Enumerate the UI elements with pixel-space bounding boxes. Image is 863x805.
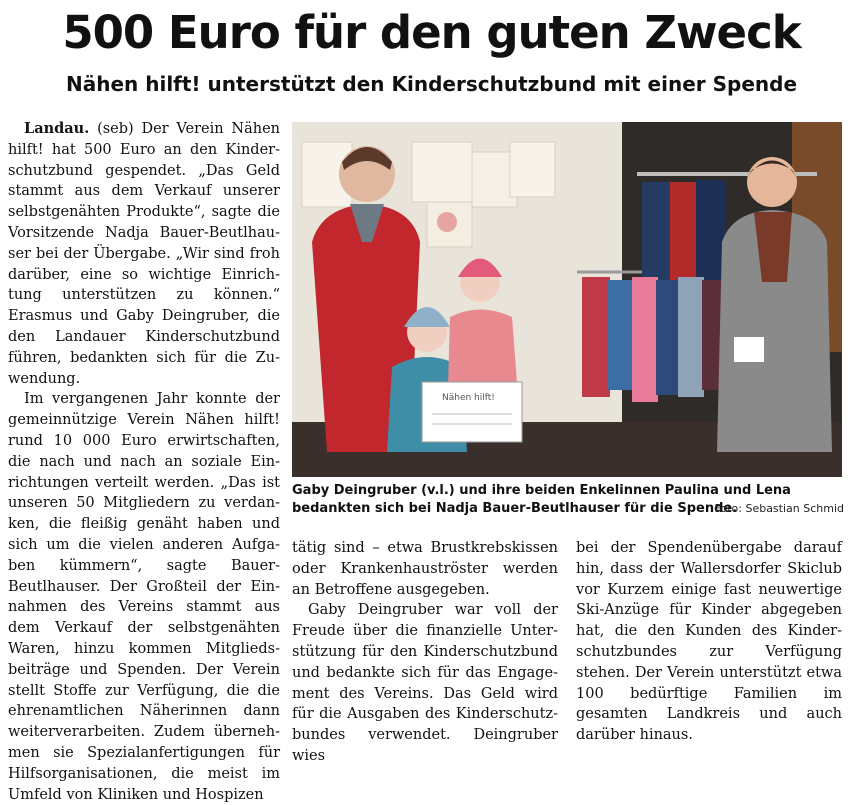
dateline: Landau. (24, 120, 90, 137)
article-paragraph: bei der Spendenübergabe darauf hin, dass der Wallersdorfer Skiclub vor Kurzem einige fast neuwertige Ski-Anzüge für Kinder abgegeben hat, die den Kunden des Kinderschutzbundes zur Verfügung stehen. Der Verein unterstützt etwa 100 bedürftige Familien im gesamten Landkreis und auch darüber hinaus. (576, 540, 842, 744)
article-paragraph: Im vergangenen Jahr konnte der gemeinnützige Verein Nähen hilft! rund 10 000 Euro erwirtschaften, die nach und nach an soziale Einrichtungen verteilt werden. „Das ist unseren 50 Mitgliedern zu verdanken, die fleißig genäht haben und sich um die vielen anderen Aufgaben kümmern“, sagte Bauer-Beutlhauser. Der Großteil der Einnahmen des Vereins stammt aus dem Verkauf der selbstgenähten Waren, hinzu kommen Mitgliedsbeiträge und Spenden. Der Verein stellt Stoffe zur Verfügung, die die ehrenamtlichen Näherinnen dann weiterverarbeiten. Zudem übernehmen sie Spezialanfertigungen für Hilfsorganisationen, die meist im Umfeld von Kliniken und Hospizen (8, 391, 280, 803)
paragraph-text: (seb) Der Verein Nähen hilft! hat 500 Euro an den Kinderschutzbund gespendet. „Das Geld stammt aus dem Verkauf unserer selbstgenähten Produkte“, sagte die Vorsitzende Nadja Bauer-Beutlhauser bei der Übergabe. „Wir sind froh darüber, eine so wichtige Einrichtung unterstützen zu können.“ Erasmus und Gaby Deingruber, die den Landauer Kinderschutzbund führen, bedankten sich für die Zuwendung. (8, 121, 280, 387)
article-column-3 (576, 538, 842, 744)
headline: 500 Euro für den guten Zweck (62, 6, 801, 59)
article-paragraph (8, 119, 280, 389)
article-column-1 (8, 119, 280, 803)
check-text: Nähen hilft! (442, 393, 495, 403)
subheadline: Nähen hilft! unterstützt den Kinderschutzbund mit einer Spende (65, 72, 798, 96)
photo-caption: Gaby Deingruber (v.l.) und ihre beiden Enkelinnen Paulina und Lena bedankten sich bei Nadja Bauer-Beutlhauser für die Spende. (292, 483, 791, 516)
article-photo (292, 122, 842, 477)
article-column-2 (292, 538, 558, 764)
photo-credit: Foto: Sebastian Schmid (714, 502, 844, 515)
article-paragraph: Gaby Deingruber war voll der Freude über die finanzielle Unterstützung für den Kinderschutzbund und bedankte sich für das Engagement des Vereins. Das Geld wird für die Ausgaben des Kinderschutzbundes verwendet. Deingruber wies (292, 602, 558, 764)
article-paragraph: tätig sind – etwa Brustkrebskissen oder Krankenhauströster werden an Betroffene ausgegeben. (292, 540, 558, 598)
